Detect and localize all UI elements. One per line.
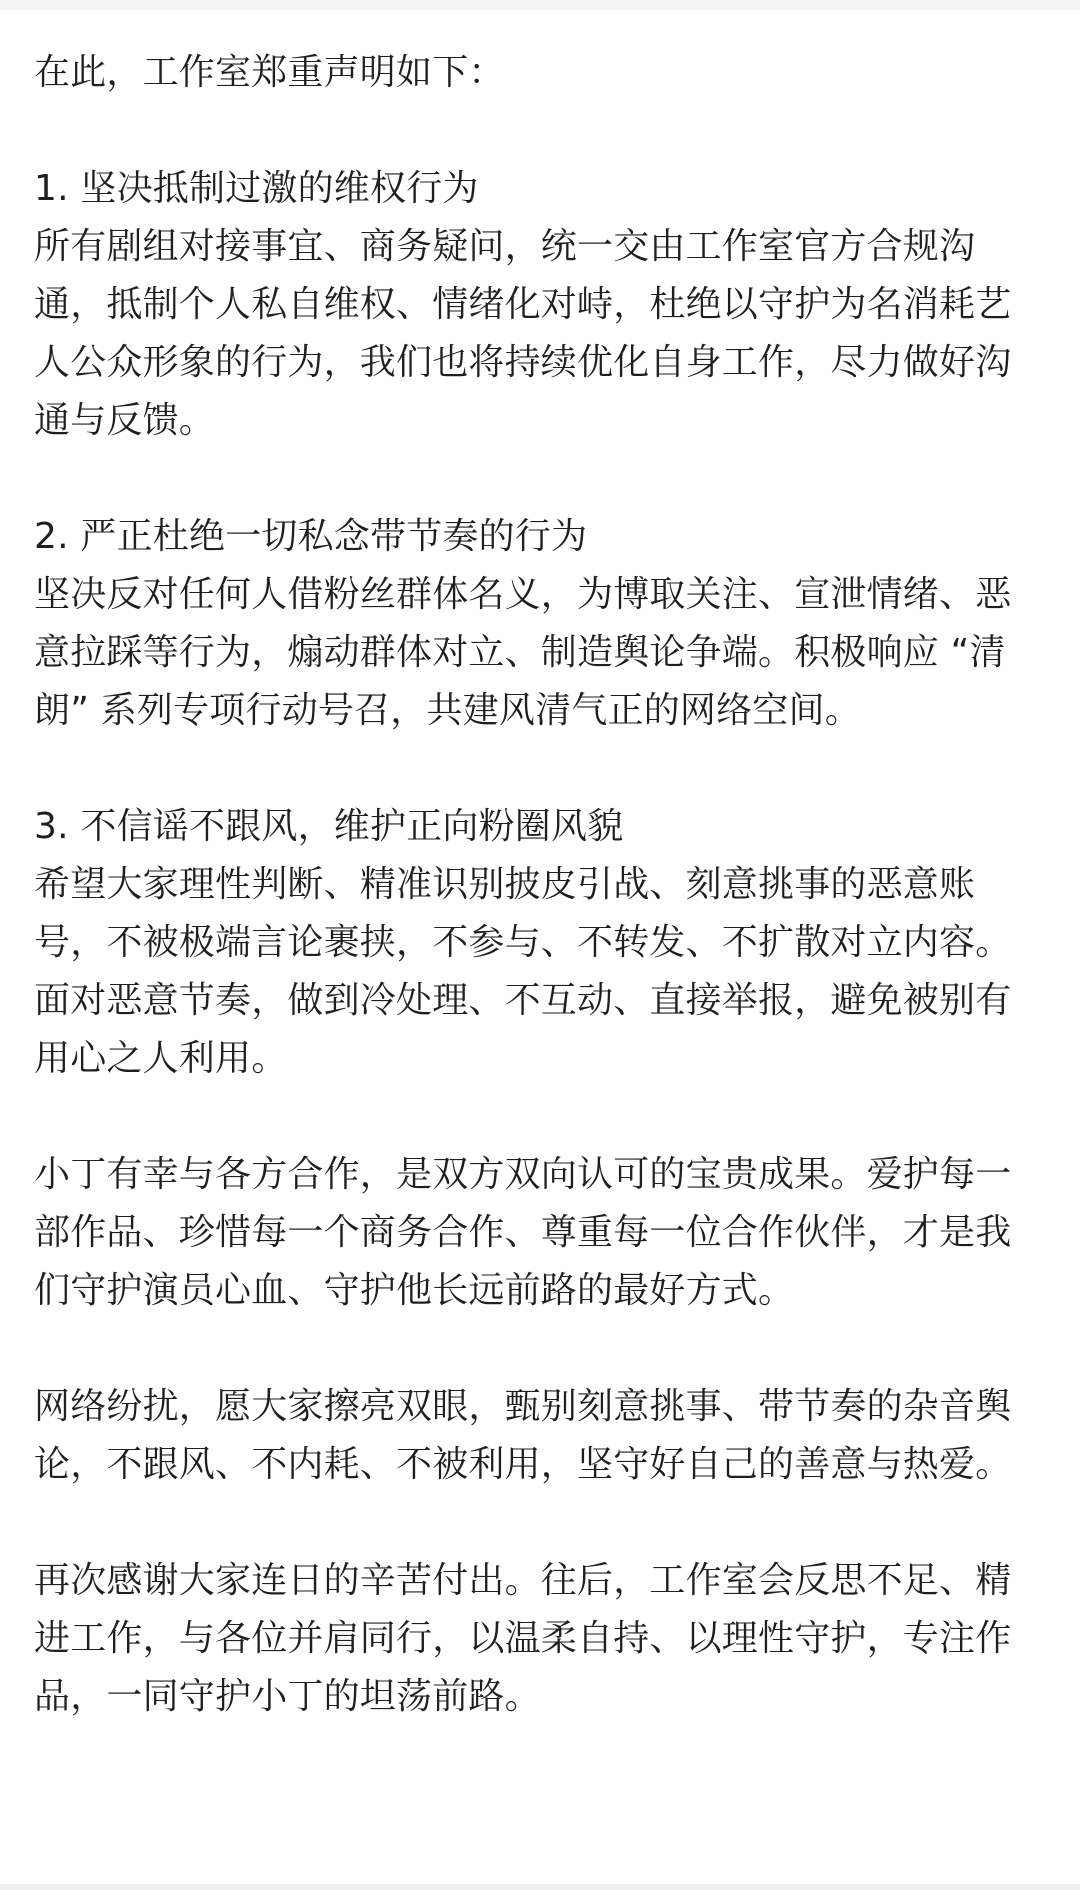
section-body: 坚决反对任何人借粉丝群体名义，为博取关注、宣泄情绪、恶意拉踩等行为，煽动群体对立、制造舆论争端。积极响应 “清朗” 系列专项行动号召，共建风清气正的网络空间。 xyxy=(34,574,1012,731)
section-heading: 3. 不信谣不跟风，维护正向粉圈风貌 xyxy=(34,806,624,847)
closing-paragraph-2: 网络纷扰，愿大家擦亮双眼，甄别刻意挑事、带节奏的杂音舆论，不跟风、不内耗、不被利用，坚守好自己的善意与热爱。 xyxy=(34,1386,1012,1485)
closing-paragraph-3: 再次感谢大家连日的辛苦付出。往后，工作室会反思不足、精进工作，与各位并肩同行，以温柔自持、以理性守护，专注作品，一同守护小丁的坦荡前路。 xyxy=(34,1560,1012,1717)
statement-content xyxy=(34,44,1046,1726)
section-3 xyxy=(34,798,1046,1088)
section-body: 希望大家理性判断、精准识别披皮引战、刻意挑事的恶意账号，不被极端言论裹挟，不参与、不转发、不扩散对立内容。面对恶意节奏，做到冷处理、不互动、直接举报，避免被别有用心之人利用。 xyxy=(34,864,1012,1079)
section-heading: 1. 坚决抵制过激的维权行为 xyxy=(34,168,479,209)
section-1 xyxy=(34,160,1046,450)
intro-paragraph: 在此，工作室郑重声明如下： xyxy=(34,52,505,93)
section-heading: 2. 严正杜绝一切私念带节奏的行为 xyxy=(34,516,588,557)
bottom-divider xyxy=(0,1884,1080,1890)
section-2 xyxy=(34,508,1046,740)
top-edge xyxy=(0,0,1080,10)
section-body: 所有剧组对接事宜、商务疑问，统一交由工作室官方合规沟通，抵制个人私自维权、情绪化对峙，杜绝以守护为名消耗艺人公众形象的行为，我们也将持续优化自身工作，尽力做好沟通与反馈。 xyxy=(34,226,1012,441)
closing-paragraph-1: 小丁有幸与各方合作，是双方双向认可的宝贵成果。爱护每一部作品、珍惜每一个商务合作、尊重每一位合作伙伴，才是我们守护演员心血、守护他长远前路的最好方式。 xyxy=(34,1154,1012,1311)
